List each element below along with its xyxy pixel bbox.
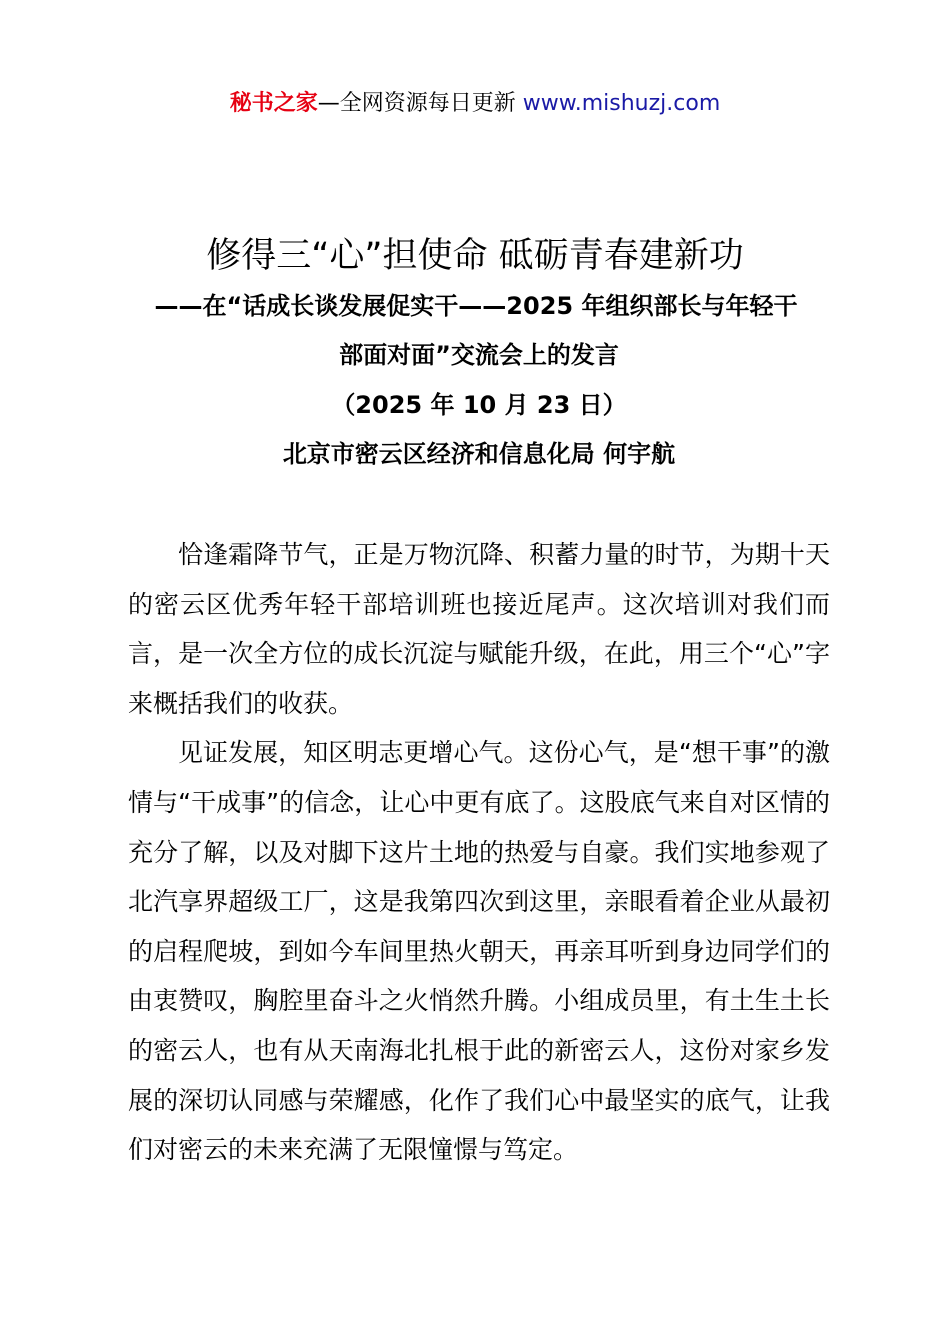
document-body: [128, 530, 830, 1175]
site-tagline: —全网资源每日更新: [317, 91, 516, 116]
body-paragraph-2: 见证发展，知区明志更增心气。这份心气，是“想干事”的激情与“干成事”的信念，让心中更有底了。这股底气来自对区情的充分了解，以及对脚下这片土地的热爱与自豪。我们实地参观了北汽享界超级工厂，这是我第四次到这里，亲眼看着企业从最初的启程爬坡，到如今车间里热火朝天，再亲耳听到身边同学们的由衷赞叹，胸腔里奋斗之火悄然升腾。小组成员里，有土生土长的密云人，也有从天南海北扎根于此的新密云人，这份对家乡发展的深切认同感与荣耀感，化作了我们心中最坚实的底气，让我们对密云的未来充满了无限憧憬与笃定。: [128, 738, 830, 1165]
body-paragraph-1: 恰逢霜降节气，正是万物沉降、积蓄力量的时节，为期十天的密云区优秀年轻干部培训班也接近尾声。这次培训对我们而言，是一次全方位的成长沉淀与赋能升级，在此，用三个“心”字来概括我们的收获。: [128, 540, 830, 718]
document-subtitle-line-2: 部面对面”交流会上的发言: [339, 341, 619, 369]
site-brand: 秘书之家: [229, 91, 318, 116]
site-url-link[interactable]: www.mishuzj.com: [522, 91, 721, 116]
document-title: 修得三“心”担使命 砥砺青春建新功: [206, 236, 744, 276]
document-author: 北京市密云区经济和信息化局 何宇航: [282, 440, 676, 468]
site-header: [0, 86, 950, 122]
document-subtitle-line-1: ——在“话成长谈发展促实干——2025 年组织部长与年轻干: [154, 292, 798, 320]
document-date: （2025 年 10 月 23 日）: [331, 391, 627, 419]
